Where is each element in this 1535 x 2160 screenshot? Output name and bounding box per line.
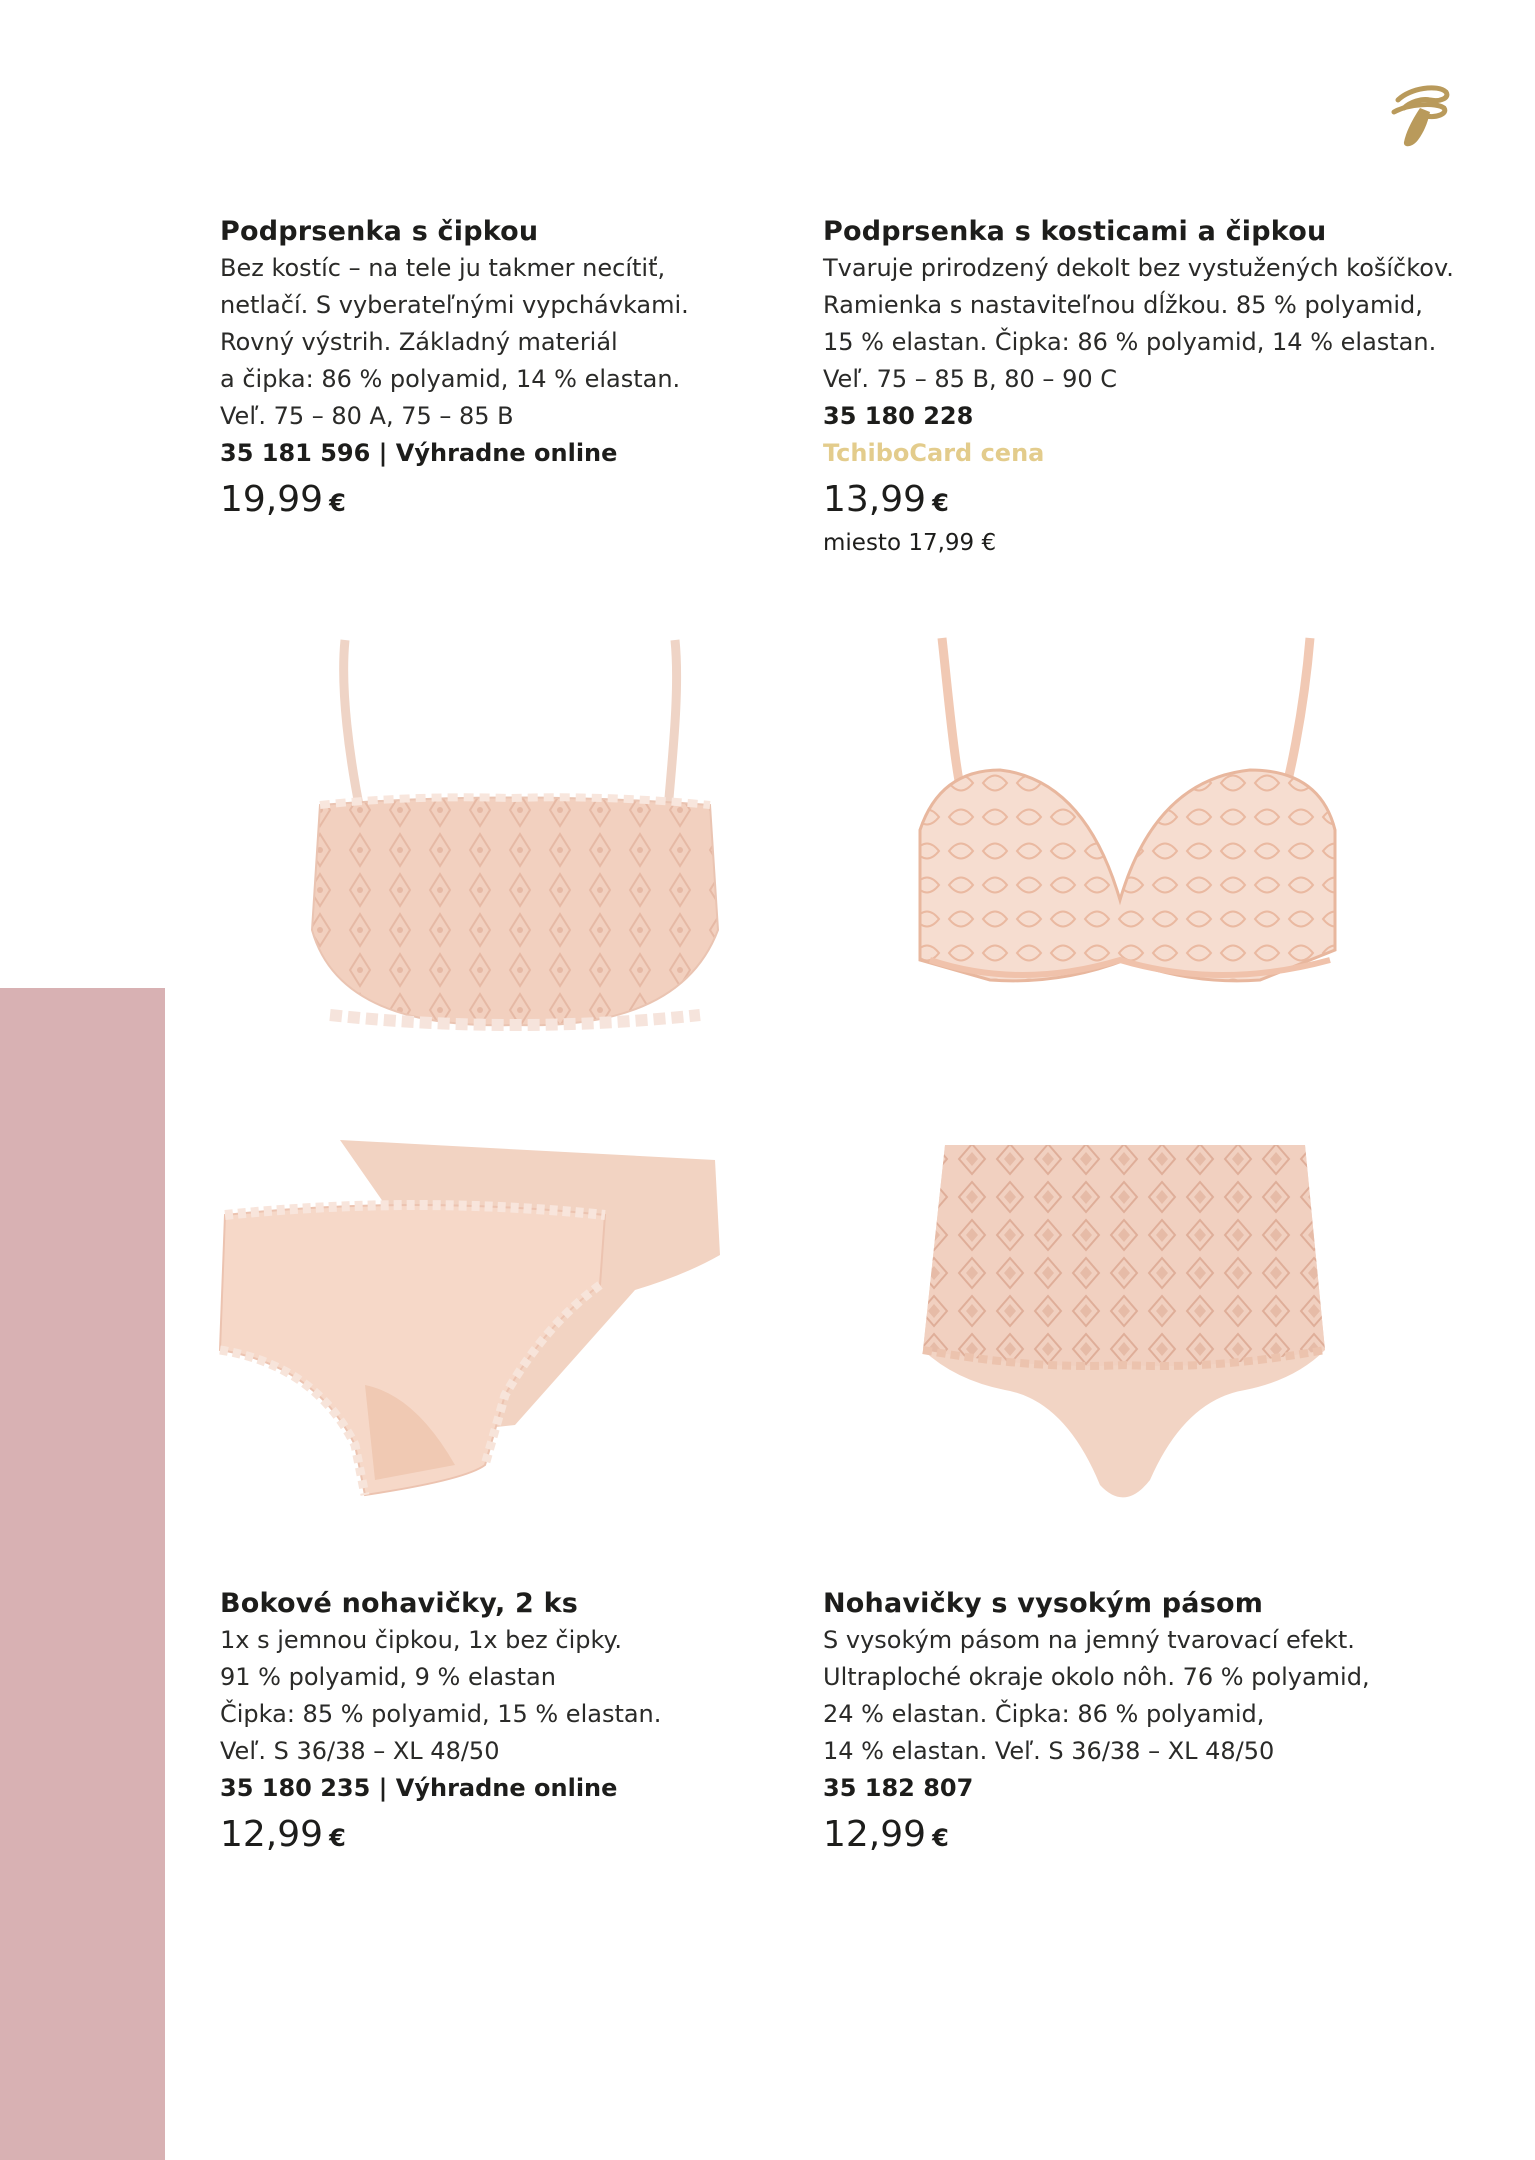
description-line: 14 % elastan. Veľ. S 36/38 – XL 48/50: [823, 1737, 1275, 1765]
hipster-briefs-image: [215, 1135, 735, 1505]
description-line: Veľ. 75 – 80 A, 75 – 85 B: [220, 402, 514, 430]
old-price: miesto 17,99 €: [823, 530, 997, 556]
product-code: 35 180 228: [823, 402, 974, 430]
price-value: 19,99: [220, 479, 324, 520]
description-line: 91 % polyamid, 9 % elastan: [220, 1663, 556, 1691]
high-waist-briefs-image: [915, 1140, 1335, 1515]
price-value: 12,99: [220, 1814, 324, 1855]
currency-symbol: €: [932, 1824, 949, 1852]
product-description: [220, 250, 880, 435]
description-line: netlačí. S vyberateľnými vypchávkami.: [220, 291, 689, 319]
product-bra-underwire: [823, 214, 1483, 559]
currency-symbol: €: [329, 1824, 346, 1852]
description-line: 15 % elastan. Čipka: 86 % polyamid, 14 % elastan.: [823, 328, 1437, 356]
description-line: Veľ. S 36/38 – XL 48/50: [220, 1737, 500, 1765]
description-line: Ramienka s nastaviteľnou dĺžkou. 85 % polyamid,: [823, 291, 1423, 319]
product-title: Podprsenka s kosticami a čipkou: [823, 216, 1327, 247]
product-description: [823, 250, 1483, 398]
price-value: 12,99: [823, 1814, 927, 1855]
product-hipster-briefs: [220, 1586, 880, 1862]
product-high-waist-briefs: [823, 1586, 1483, 1862]
product-bra-lace: [220, 214, 880, 527]
bandeau-bra-image: [300, 630, 730, 1050]
product-description: [220, 1622, 880, 1770]
description-line: 1x s jemnou čipkou, 1x bez čipky.: [220, 1626, 622, 1654]
description-line: S vysokým pásom na jemný tvarovací efekt.: [823, 1626, 1355, 1654]
product-code: 35 180 235 | Výhradne online: [220, 1774, 618, 1802]
price-value: 13,99: [823, 479, 927, 520]
product-price: [220, 476, 880, 527]
product-description: [823, 1622, 1483, 1770]
decorative-side-bar: [0, 988, 165, 2160]
product-title: Bokové nohavičky, 2 ks: [220, 1588, 579, 1619]
tchibocard-label: TchiboCard cena: [823, 439, 1045, 467]
description-line: Rovný výstrih. Základný materiál: [220, 328, 618, 356]
product-price: [220, 1811, 880, 1862]
description-line: Veľ. 75 – 85 B, 80 – 90 C: [823, 365, 1117, 393]
description-line: Čipka: 85 % polyamid, 15 % elastan.: [220, 1700, 662, 1728]
description-line: Bez kostíc – na tele ju takmer necítiť,: [220, 254, 666, 282]
description-line: 24 % elastan. Čipka: 86 % polyamid,: [823, 1700, 1265, 1728]
description-line: Tvaruje prirodzený dekolt bez vystužených košíčkov.: [823, 254, 1454, 282]
product-price: [823, 1811, 1483, 1862]
description-line: a čipka: 86 % polyamid, 14 % elastan.: [220, 365, 681, 393]
product-title: Podprsenka s čipkou: [220, 216, 539, 247]
tchibo-logo-icon: [1390, 78, 1450, 150]
product-title: Nohavičky s vysokým pásom: [823, 1588, 1264, 1619]
currency-symbol: €: [329, 489, 346, 517]
underwire-bra-image: [910, 630, 1340, 1000]
currency-symbol: €: [932, 489, 949, 517]
product-code: 35 181 596 | Výhradne online: [220, 439, 618, 467]
description-line: Ultraploché okraje okolo nôh. 76 % polyamid,: [823, 1663, 1370, 1691]
product-code: 35 182 807: [823, 1774, 974, 1802]
product-price: [823, 476, 1483, 527]
